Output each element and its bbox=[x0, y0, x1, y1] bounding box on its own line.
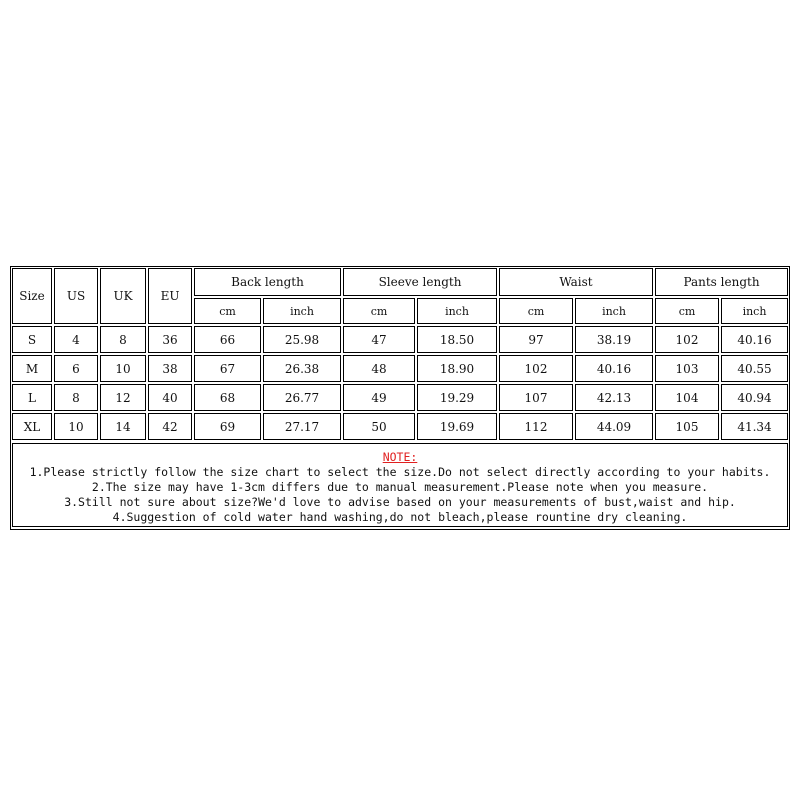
table-cell: 102 bbox=[499, 355, 573, 382]
header-waist: Waist bbox=[499, 268, 653, 296]
note-box bbox=[12, 443, 788, 527]
table-cell: 40 bbox=[148, 384, 192, 411]
header-eu: EU bbox=[148, 268, 192, 324]
table-cell: 8 bbox=[54, 384, 98, 411]
unit-waist-cm: cm bbox=[499, 298, 573, 324]
table-cell: 38 bbox=[148, 355, 192, 382]
table-cell: 102 bbox=[655, 326, 719, 353]
table-cell: 26.38 bbox=[263, 355, 341, 382]
table-cell: 6 bbox=[54, 355, 98, 382]
table-cell: 44.09 bbox=[575, 413, 653, 440]
table-cell: 66 bbox=[194, 326, 261, 353]
header-back-length: Back length bbox=[194, 268, 341, 296]
table-cell: 19.29 bbox=[417, 384, 497, 411]
size-chart bbox=[10, 266, 790, 530]
table-cell: 10 bbox=[54, 413, 98, 440]
table-cell: 105 bbox=[655, 413, 719, 440]
table-cell: 40.16 bbox=[575, 355, 653, 382]
note-line: 4.Suggestion of cold water hand washing,do not bleach,please rountine dry cleaning. bbox=[112, 510, 688, 524]
unit-back-cm: cm bbox=[194, 298, 261, 324]
table-cell: 26.77 bbox=[263, 384, 341, 411]
table-cell: 4 bbox=[54, 326, 98, 353]
unit-back-inch: inch bbox=[263, 298, 341, 324]
header-sleeve-length: Sleeve length bbox=[343, 268, 497, 296]
table-cell: 69 bbox=[194, 413, 261, 440]
note-line: 2.The size may have 1-3cm differs due to manual measurement.Please note when you measure. bbox=[91, 480, 709, 494]
header-us: US bbox=[54, 268, 98, 324]
note-line: 1.Please strictly follow the size chart to select the size.Do not select directly according to your habits. bbox=[29, 465, 771, 479]
table-cell: 47 bbox=[343, 326, 415, 353]
table-cell: 112 bbox=[499, 413, 573, 440]
table-cell: 68 bbox=[194, 384, 261, 411]
table-cell: 18.50 bbox=[417, 326, 497, 353]
table-cell: 18.90 bbox=[417, 355, 497, 382]
header-uk: UK bbox=[100, 268, 146, 324]
table-cell: 103 bbox=[655, 355, 719, 382]
table-cell: 40.16 bbox=[721, 326, 788, 353]
table-cell: 48 bbox=[343, 355, 415, 382]
table-cell: 42 bbox=[148, 413, 192, 440]
table-cell: 50 bbox=[343, 413, 415, 440]
table-cell: 14 bbox=[100, 413, 146, 440]
unit-pants-inch: inch bbox=[721, 298, 788, 324]
row-size-label: XL bbox=[12, 413, 52, 440]
unit-sleeve-inch: inch bbox=[417, 298, 497, 324]
table-cell: 41.34 bbox=[721, 413, 788, 440]
note-line: 3.Still not sure about size?We'd love to advise based on your measurements of bust,waist and hip. bbox=[64, 495, 736, 509]
table-cell: 27.17 bbox=[263, 413, 341, 440]
table-cell: 49 bbox=[343, 384, 415, 411]
table-cell: 25.98 bbox=[263, 326, 341, 353]
table-cell: 8 bbox=[100, 326, 146, 353]
table-cell: 38.19 bbox=[575, 326, 653, 353]
table-cell: 67 bbox=[194, 355, 261, 382]
unit-sleeve-cm: cm bbox=[343, 298, 415, 324]
row-size-label: M bbox=[12, 355, 52, 382]
unit-waist-inch: inch bbox=[575, 298, 653, 324]
table-cell: 104 bbox=[655, 384, 719, 411]
table-cell: 36 bbox=[148, 326, 192, 353]
header-size: Size bbox=[12, 268, 52, 324]
header-pants-length: Pants length bbox=[655, 268, 788, 296]
table-cell: 12 bbox=[100, 384, 146, 411]
unit-pants-cm: cm bbox=[655, 298, 719, 324]
table-cell: 40.94 bbox=[721, 384, 788, 411]
note-title: NOTE: bbox=[382, 450, 418, 464]
table-cell: 42.13 bbox=[575, 384, 653, 411]
table-cell: 40.55 bbox=[721, 355, 788, 382]
row-size-label: S bbox=[12, 326, 52, 353]
table-cell: 19.69 bbox=[417, 413, 497, 440]
table-cell: 107 bbox=[499, 384, 573, 411]
table-cell: 10 bbox=[100, 355, 146, 382]
table-cell: 97 bbox=[499, 326, 573, 353]
row-size-label: L bbox=[12, 384, 52, 411]
